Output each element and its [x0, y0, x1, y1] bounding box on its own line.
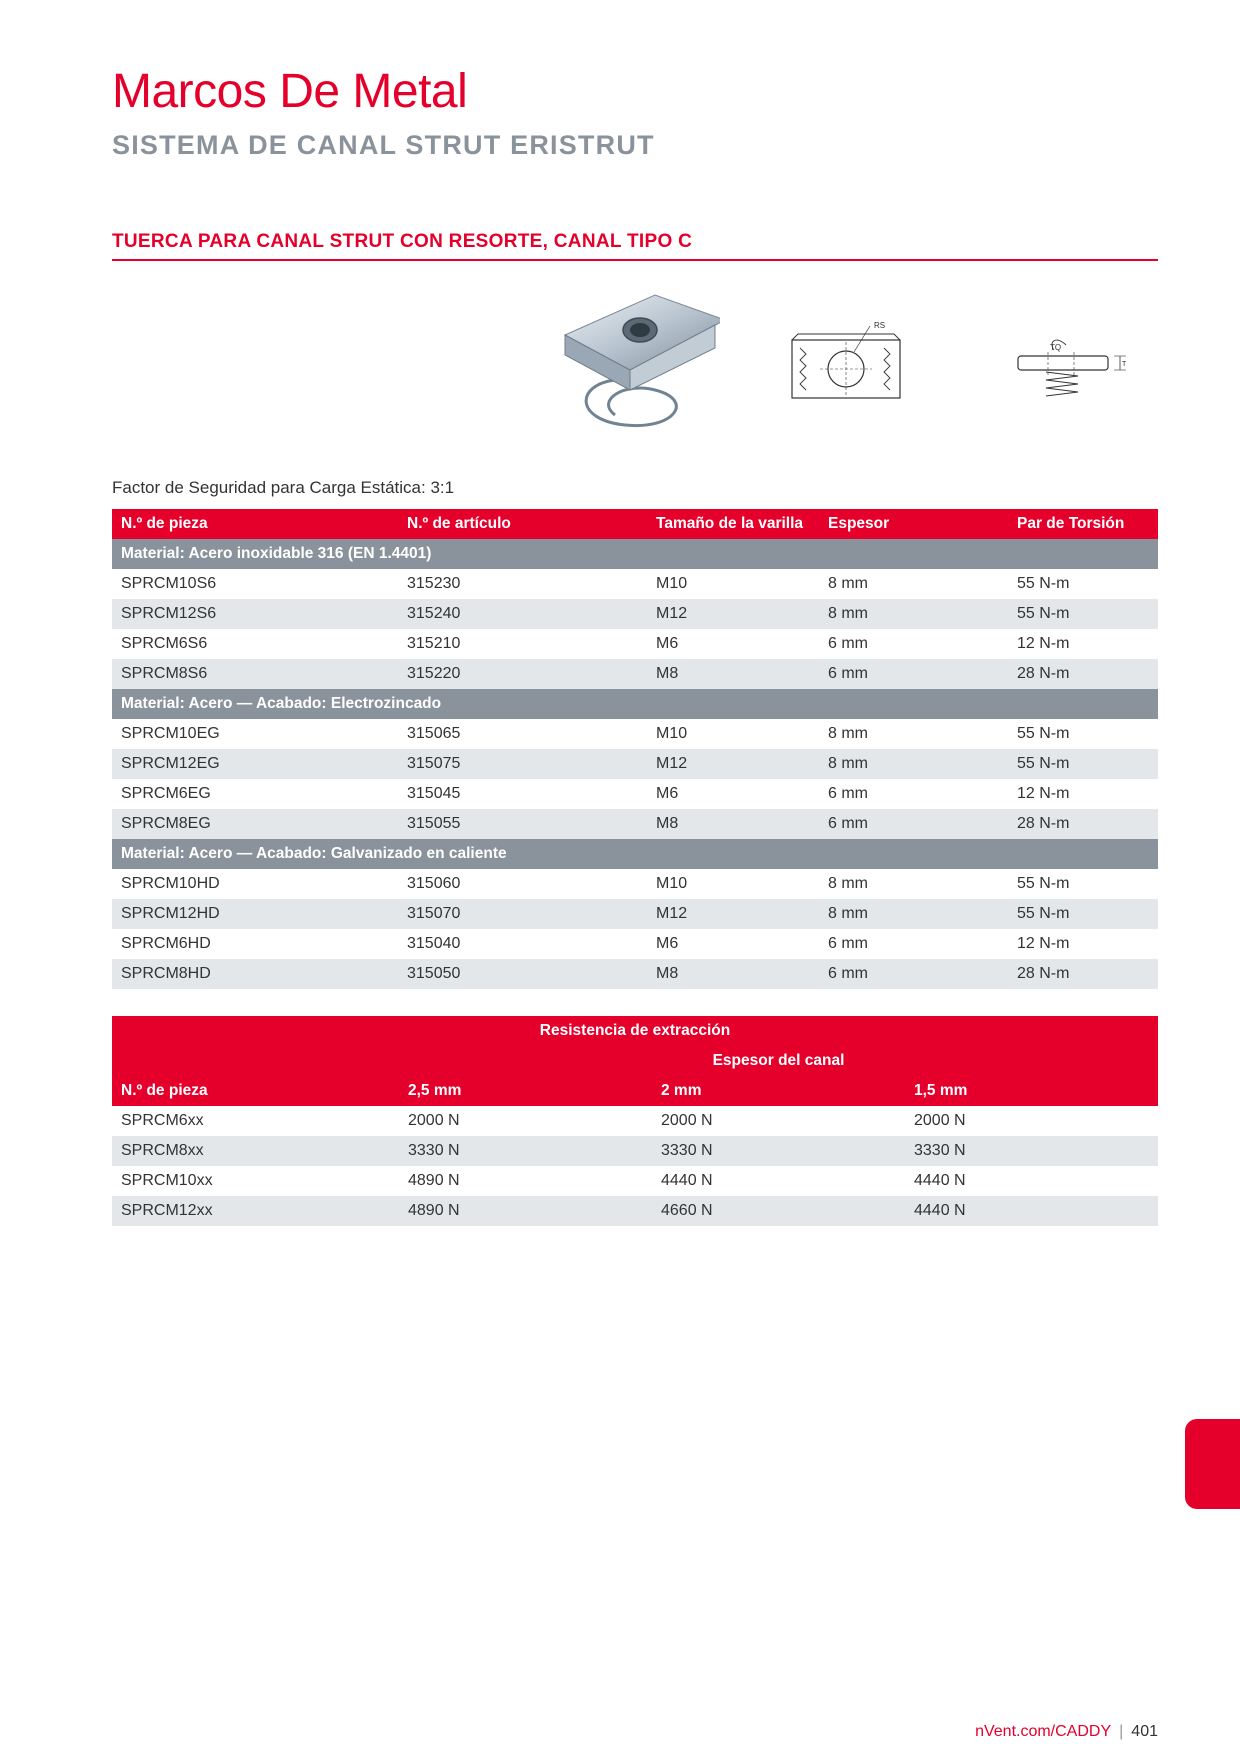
table-row: [112, 599, 1158, 629]
col-header-thickness: Espesor: [819, 509, 1008, 539]
pullout-subtitle-row: [112, 1046, 1158, 1076]
product-table: [112, 509, 1158, 989]
page-subtitle: SISTEMA DE CANAL STRUT ERISTRUT: [112, 130, 655, 160]
pullout-column-row: [112, 1076, 1158, 1106]
product-figures: [0, 290, 1240, 460]
product-photo: [555, 290, 720, 450]
table-cell: 12 N-m: [1008, 779, 1158, 809]
table-cell: 28 N-m: [1008, 959, 1158, 989]
table-row: [112, 929, 1158, 959]
table-cell: 8 mm: [819, 569, 1008, 599]
material-label: Material: Acero — Acabado: Electrozincado: [112, 689, 1158, 719]
table-cell: 55 N-m: [1008, 719, 1158, 749]
col-header-2mm: 2 mm: [652, 1076, 905, 1106]
footer: [975, 1723, 1158, 1741]
footer-site-link[interactable]: nVent.com/CADDY: [975, 1723, 1112, 1740]
table-cell: 6 mm: [819, 929, 1008, 959]
table-cell: M6: [647, 929, 819, 959]
material-row: [112, 689, 1158, 719]
table-cell: M6: [647, 629, 819, 659]
table-cell: SPRCM12HD: [112, 899, 398, 929]
table-cell: 55 N-m: [1008, 869, 1158, 899]
pullout-title: Resistencia de extracción: [112, 1016, 1158, 1046]
material-label: Material: Acero — Acabado: Galvanizado en caliente: [112, 839, 1158, 869]
table-cell: 315220: [398, 659, 647, 689]
material-row: [112, 539, 1158, 569]
page-number: 401: [1131, 1723, 1158, 1740]
table-cell: M10: [647, 719, 819, 749]
table-row: [112, 809, 1158, 839]
table-cell: 28 N-m: [1008, 809, 1158, 839]
table-cell: 12 N-m: [1008, 629, 1158, 659]
table-cell: SPRCM8EG: [112, 809, 398, 839]
table-cell: 4440 N: [905, 1166, 1158, 1196]
table-cell: M8: [647, 659, 819, 689]
table-cell: 8 mm: [819, 599, 1008, 629]
table-cell: SPRCM12xx: [112, 1196, 399, 1226]
table-cell: 4890 N: [399, 1196, 652, 1226]
pullout-table: [112, 1016, 1158, 1226]
table-row: [112, 1136, 1158, 1166]
table-cell: 315230: [398, 569, 647, 599]
table-cell: M6: [647, 779, 819, 809]
table-cell: 315060: [398, 869, 647, 899]
section-tab-marker: [1185, 1419, 1240, 1509]
table-row: [112, 779, 1158, 809]
table-cell: 6 mm: [819, 809, 1008, 839]
table-cell: 315075: [398, 749, 647, 779]
svg-text:T: T: [1122, 361, 1127, 368]
spring-coil-icon: [1046, 372, 1078, 396]
table-cell: 8 mm: [819, 899, 1008, 929]
table-cell: 315065: [398, 719, 647, 749]
side-drawing: [1008, 330, 1133, 405]
table-cell: 8 mm: [819, 719, 1008, 749]
pullout-title-row: [112, 1016, 1158, 1046]
table-cell: 6 mm: [819, 959, 1008, 989]
table-row: [112, 749, 1158, 779]
table-cell: 12 N-m: [1008, 929, 1158, 959]
table-cell: SPRCM12EG: [112, 749, 398, 779]
table-cell: 2000 N: [905, 1106, 1158, 1136]
table-row: [112, 719, 1158, 749]
table-cell: 3330 N: [652, 1136, 905, 1166]
table-cell: M12: [647, 599, 819, 629]
table-cell: 8 mm: [819, 869, 1008, 899]
col-header-part: N.º de pieza: [112, 1076, 399, 1106]
table-cell: 4890 N: [399, 1166, 652, 1196]
table-row: [112, 569, 1158, 599]
table-cell: SPRCM10EG: [112, 719, 398, 749]
table-cell: SPRCM8S6: [112, 659, 398, 689]
table-cell: M10: [647, 869, 819, 899]
col-header-article: N.º de artículo: [398, 509, 647, 539]
table-row: [112, 629, 1158, 659]
table-cell: 3330 N: [399, 1136, 652, 1166]
table-cell: SPRCM6EG: [112, 779, 398, 809]
table-cell: SPRCM6xx: [112, 1106, 399, 1136]
table-cell: 4440 N: [652, 1166, 905, 1196]
table-cell: M10: [647, 569, 819, 599]
table-cell: 8 mm: [819, 749, 1008, 779]
safety-factor: Factor de Seguridad para Carga Estática: 3:1: [112, 478, 455, 497]
footer-separator: |: [1119, 1723, 1124, 1740]
table-cell: 315045: [398, 779, 647, 809]
table-cell: 315040: [398, 929, 647, 959]
front-drawing: [790, 320, 910, 405]
table-cell: M8: [647, 959, 819, 989]
svg-text:TQ: TQ: [1050, 343, 1062, 352]
table-cell: 3330 N: [905, 1136, 1158, 1166]
material-row: [112, 839, 1158, 869]
col-header-1-5mm: 1,5 mm: [905, 1076, 1158, 1106]
table-cell: SPRCM10HD: [112, 869, 398, 899]
table-cell: 315055: [398, 809, 647, 839]
table-cell: M12: [647, 749, 819, 779]
table-row: [112, 869, 1158, 899]
section-title: TUERCA PARA CANAL STRUT CON RESORTE, CANAL TIPO C: [112, 231, 1158, 261]
table-row: [112, 1196, 1158, 1226]
table-cell: SPRCM10xx: [112, 1166, 399, 1196]
table-cell: 55 N-m: [1008, 749, 1158, 779]
pullout-subtitle: Espesor del canal: [399, 1046, 1158, 1076]
col-header-2-5mm: 2,5 mm: [399, 1076, 652, 1106]
table-row: [112, 959, 1158, 989]
table-cell: 6 mm: [819, 659, 1008, 689]
table-cell: M8: [647, 809, 819, 839]
table-cell: 55 N-m: [1008, 899, 1158, 929]
table-cell: 6 mm: [819, 629, 1008, 659]
table-cell: 4440 N: [905, 1196, 1158, 1226]
table-header: [112, 509, 1158, 539]
table-cell: 315240: [398, 599, 647, 629]
col-header-part: N.º de pieza: [112, 509, 398, 539]
col-header-torque: Par de Torsión: [1008, 509, 1158, 539]
svg-text:RS: RS: [874, 321, 886, 330]
table-cell: 315050: [398, 959, 647, 989]
table-row: [112, 659, 1158, 689]
table-row: [112, 899, 1158, 929]
table-cell: SPRCM8HD: [112, 959, 398, 989]
table-cell: M12: [647, 899, 819, 929]
table-cell: SPRCM6S6: [112, 629, 398, 659]
col-header-rod-size: Tamaño de la varilla: [647, 509, 819, 539]
table-cell: SPRCM8xx: [112, 1136, 399, 1166]
table-cell: 55 N-m: [1008, 599, 1158, 629]
table-cell: 2000 N: [399, 1106, 652, 1136]
page-title: Marcos De Metal: [112, 65, 468, 118]
table-row: [112, 1106, 1158, 1136]
table-cell: 55 N-m: [1008, 569, 1158, 599]
table-row: [112, 1166, 1158, 1196]
table-cell: 315210: [398, 629, 647, 659]
table-cell: SPRCM6HD: [112, 929, 398, 959]
material-label: Material: Acero inoxidable 316 (EN 1.4401): [112, 539, 1158, 569]
table-cell: 28 N-m: [1008, 659, 1158, 689]
table-cell: 2000 N: [652, 1106, 905, 1136]
table-cell: 4660 N: [652, 1196, 905, 1226]
table-cell: SPRCM12S6: [112, 599, 398, 629]
table-cell: 315070: [398, 899, 647, 929]
table-cell: SPRCM10S6: [112, 569, 398, 599]
table-cell: 6 mm: [819, 779, 1008, 809]
